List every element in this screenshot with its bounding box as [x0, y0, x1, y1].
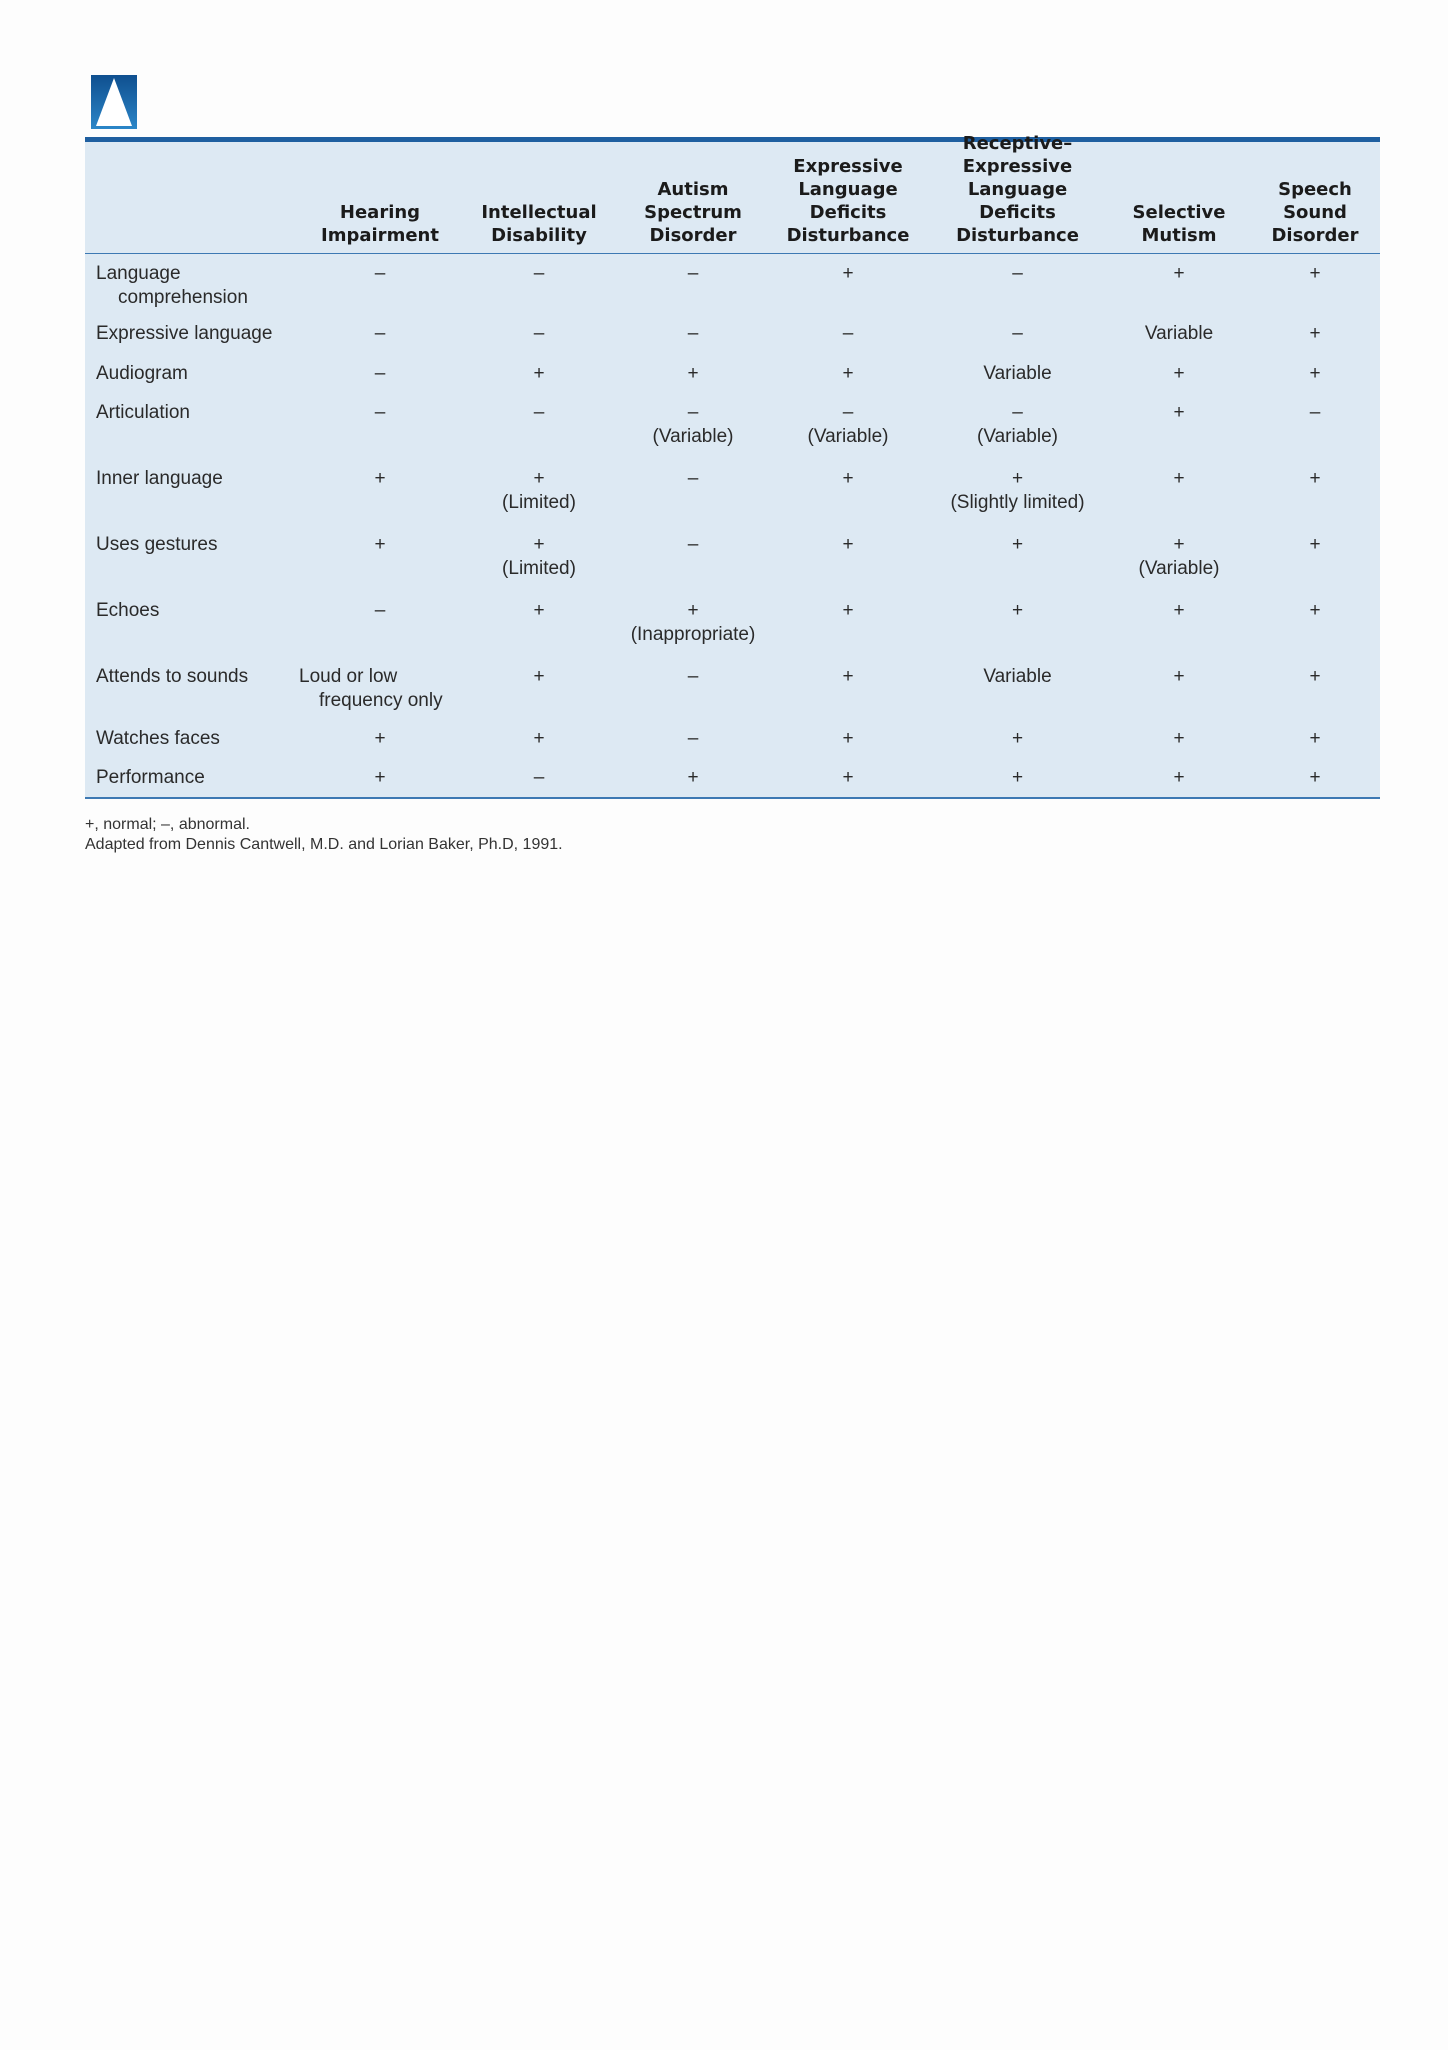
cell: – — [1012, 323, 1023, 344]
cell: + — [1309, 468, 1321, 489]
cell: + (Limited) — [502, 534, 576, 579]
cell: – — [374, 263, 386, 284]
cell: – (Variable) — [652, 402, 734, 447]
cell: + — [1173, 363, 1185, 384]
cell: – — [687, 534, 699, 555]
cell: + — [1173, 728, 1185, 749]
table-bottom-rule — [85, 797, 1380, 799]
header-autism-spectrum-disorder: Autism Spectrum Disorder — [644, 179, 742, 246]
header-hearing-impairment: Hearing Impairment — [321, 202, 439, 246]
cell: + (Limited) — [502, 468, 576, 513]
row-label: Inner language — [96, 468, 223, 489]
cell: + — [1011, 767, 1024, 788]
cell: – — [533, 767, 545, 788]
cell: + — [533, 666, 545, 687]
row-label: Audiogram — [96, 363, 188, 384]
cell: – — [842, 323, 854, 344]
cell: – — [1309, 402, 1321, 423]
cell: + — [374, 728, 386, 749]
row-label: Expressive language — [96, 323, 273, 344]
cell: + — [842, 600, 854, 621]
footnote-source: Adapted from Dennis Cantwell, M.D. and Lorian Baker, Ph.D, 1991. — [85, 836, 563, 853]
table-row — [85, 401, 1380, 467]
cell: + — [1011, 534, 1024, 555]
cell: + — [1309, 767, 1321, 788]
table-row — [85, 727, 1380, 766]
cell: + — [374, 534, 386, 555]
cell: Variable — [1144, 323, 1214, 344]
cell: + (Slightly limited) — [950, 468, 1085, 513]
cell: – (Variable) — [807, 402, 889, 447]
cell: + (Variable) — [1138, 534, 1220, 579]
header-intellectual-disability: Intellectual Disability — [481, 202, 597, 246]
cell: – — [687, 468, 699, 489]
cell: + — [1173, 600, 1185, 621]
cell: – — [1012, 263, 1023, 284]
cell: + — [842, 728, 854, 749]
cell: + — [842, 767, 854, 788]
cell: + — [1173, 666, 1185, 687]
table-footnotes — [85, 815, 563, 855]
cell: + — [842, 534, 854, 555]
cell: Loud or low frequency only — [299, 666, 443, 711]
cell: – — [533, 263, 545, 284]
cell: – — [687, 666, 699, 687]
cell: – — [533, 323, 545, 344]
cell: – — [533, 402, 545, 423]
header-receptive-expressive-deficits: Receptive– Expressive Language Deficits Disturbance — [956, 133, 1079, 246]
cell: + — [1309, 263, 1321, 284]
cell: + — [1309, 728, 1321, 749]
row-label: Attends to sounds — [96, 666, 249, 687]
cell: + — [1173, 767, 1185, 788]
cell: + — [1173, 263, 1185, 284]
cell: – — [374, 402, 386, 423]
row-label: Watches faces — [96, 728, 220, 749]
cell: – — [374, 323, 386, 344]
header-blank — [85, 142, 299, 253]
cell: + — [687, 767, 699, 788]
cell: Variable — [983, 666, 1052, 687]
header-expressive-language-deficits: Expressive Language Deficits Disturbance — [786, 156, 910, 246]
cell: + — [842, 468, 854, 489]
cell: + (Inappropriate) — [630, 600, 756, 645]
cell: Variable — [983, 363, 1052, 384]
cell: + — [533, 728, 545, 749]
table-row — [85, 599, 1380, 665]
table-header — [85, 133, 1380, 253]
book-logo-icon — [91, 75, 137, 129]
table-row — [85, 362, 1380, 401]
row-label: Language comprehension — [96, 263, 248, 308]
cell: + — [1011, 728, 1024, 749]
header-speech-sound-disorder: Speech Sound Disorder — [1271, 179, 1359, 246]
cell: + — [533, 600, 545, 621]
table-row — [85, 766, 1380, 805]
cell: – — [374, 600, 386, 621]
header-selective-mutism: Selective Mutism — [1132, 202, 1226, 246]
cell: – — [687, 263, 699, 284]
table-row — [85, 467, 1380, 533]
cell: + — [1309, 666, 1321, 687]
cell: + — [533, 363, 545, 384]
cell: + — [1173, 402, 1185, 423]
row-label: Echoes — [96, 600, 160, 621]
cell: + — [1011, 600, 1024, 621]
cell: + — [842, 263, 854, 284]
footnote-legend: +, normal; –, abnormal. — [85, 816, 250, 833]
cell: + — [1309, 600, 1321, 621]
table-row — [85, 262, 1380, 322]
cell: + — [1173, 468, 1185, 489]
row-label: Performance — [96, 767, 205, 788]
cell: – — [687, 728, 699, 749]
cell: + — [1309, 534, 1321, 555]
cell: + — [842, 666, 854, 687]
cell: + — [842, 363, 854, 384]
table-row — [85, 533, 1380, 599]
row-label: Uses gestures — [96, 534, 218, 555]
table-row — [85, 665, 1380, 727]
row-label: Articulation — [96, 402, 190, 423]
table-row — [85, 322, 1380, 362]
cell: – — [374, 363, 386, 384]
comparison-table — [85, 133, 1380, 798]
cell: + — [374, 767, 386, 788]
table-body — [85, 254, 1380, 805]
cell: – (Variable) — [977, 402, 1058, 447]
cell: + — [374, 468, 386, 489]
cell: + — [1309, 323, 1321, 344]
cell: + — [1309, 363, 1321, 384]
cell: – — [687, 323, 699, 344]
cell: + — [687, 363, 699, 384]
